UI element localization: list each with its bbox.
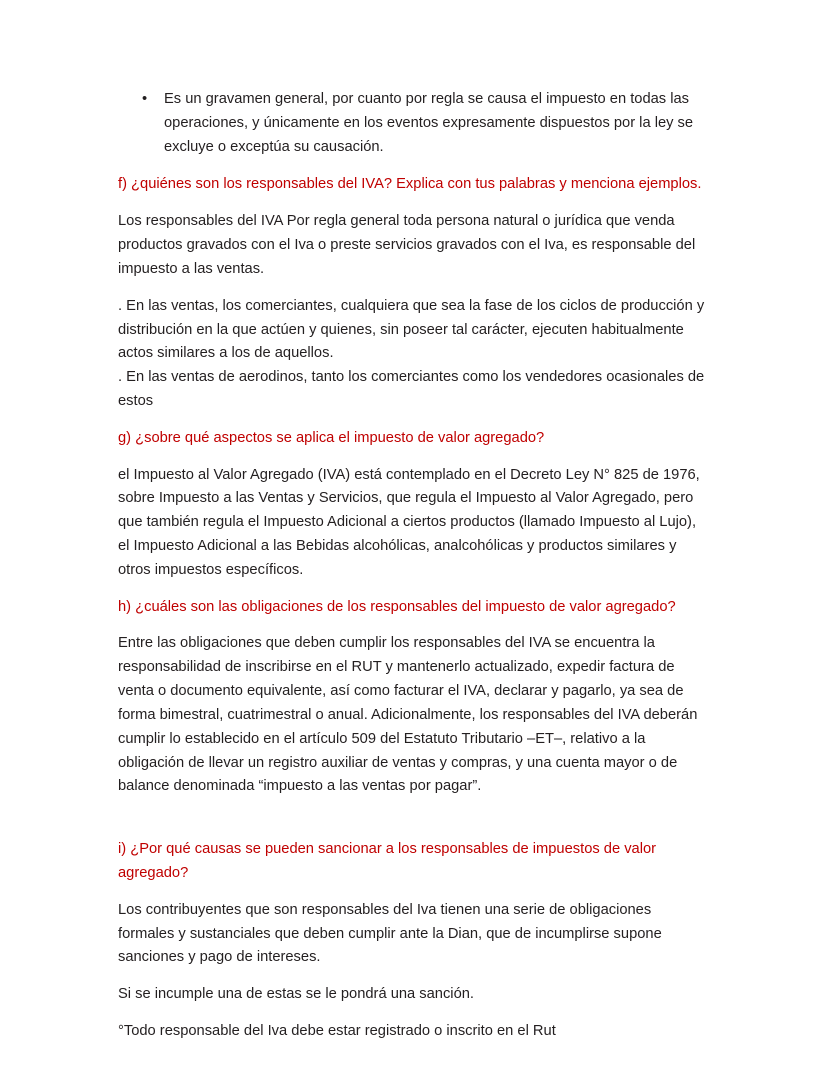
section-heading-f: f) ¿quiénes son los responsables del IVA? Explica con tus palabras y menciona ejemplos. (118, 176, 702, 193)
section-heading-g: g) ¿sobre qué aspectos se aplica el impuesto de valor agregado? (118, 429, 545, 446)
list-item (118, 88, 710, 159)
section-i-paragraph-1: Los contribuyentes que son responsables del Iva tienen una serie de obligaciones formales y sustanciales que deben cumplir ante la Dian, que de incumplirse supone sanciones y pago de intereses. (118, 901, 662, 966)
section-spacer (118, 812, 710, 838)
section-heading-h: h) ¿cuáles son las obligaciones de los responsables del impuesto de valor agregado? (118, 598, 676, 615)
section-f-paragraph-1: Los responsables del IVA Por regla general toda persona natural o jurídica que venda productos gravados con el Iva o preste servicios gravados con el Iva, es responsable del impuesto a las ventas. (118, 213, 696, 277)
bullet-dot-icon: • (142, 91, 148, 107)
section-i-paragraph-3: °Todo responsable del Iva debe estar registrado o inscrito en el Rut (118, 1023, 556, 1039)
bullet-list (118, 88, 710, 159)
section-i-paragraph-2: Si se incumple una de estas se le pondrá una sanción. (118, 986, 474, 1003)
document-body (118, 88, 710, 1044)
section-f-paragraph-3: . En las ventas de aerodinos, tanto los comerciantes como los vendedores ocasionales de estos (118, 369, 705, 409)
section-h-paragraph-1: Entre las obligaciones que deben cumplir los responsables del IVA se encuentra la responsabilidad de inscribirse en el RUT y mantenerlo actualizado, expedir factura de venta o documento equivalente, así como facturar el IVA, declarar y pagarlo, ya sea de forma bimestral, cuatrimestral o anual. Adicionalmente, los responsables del IVA deberán cumplir lo establecido en el artículo 509 del Estatuto Tributario –ET–, relativo a la obligación de llevar un registro auxiliar de ventas y compras, y una cuenta mayor o de balance denominada “impuesto a las ventas por pagar”. (118, 635, 698, 795)
section-f-paragraph-2: . En las ventas, los comerciantes, cualquiera que sea la fase de los ciclos de producción y distribución en la que actúen y quienes, sin poseer tal carácter, ejecuten habitualmente actos similares a los de aquellos. (118, 297, 705, 362)
section-g-paragraph-1: el Impuesto al Valor Agregado (IVA) está contemplado en el Decreto Ley N° 825 de 1976, sobre Impuesto a las Ventas y Servicios, que regula el Impuesto al Valor Agregado, pero que también regula el Impuesto Adicional a ciertos productos (llamado Impuesto al Lujo), el Impuesto Adicional a las Bebidas alcohólicas, analcohólicas y productos similares y otros impuestos específicos. (118, 466, 700, 578)
list-item-text: Es un gravamen general, por cuanto por regla se causa el impuesto en todas las operaciones, y únicamente en los eventos expresamente dispuestos por la ley se excluye o exceptúa su causación. (164, 91, 694, 155)
section-heading-i: i) ¿Por qué causas se pueden sancionar a los responsables de impuestos de valor agregado? (118, 841, 657, 881)
